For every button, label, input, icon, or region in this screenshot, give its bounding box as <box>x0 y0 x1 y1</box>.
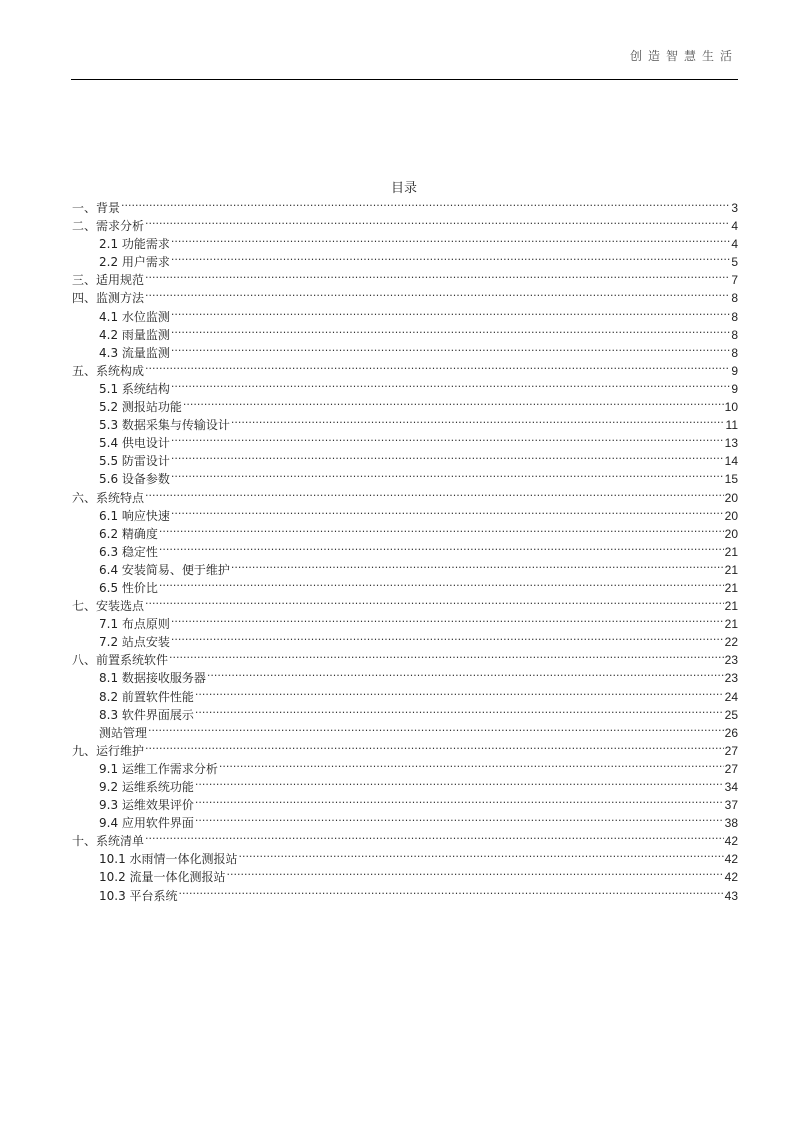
toc-entry-page-number: 42 <box>724 852 738 867</box>
toc-entry-label: 2.2 用户需求 <box>99 255 170 270</box>
toc-section-entry[interactable] <box>72 574 738 595</box>
toc-entry-page-number: 20 <box>724 508 738 523</box>
toc-section-entry[interactable] <box>72 664 738 686</box>
dot-leader <box>239 845 724 863</box>
toc-section-entry[interactable] <box>72 520 738 541</box>
dot-leader <box>169 646 724 664</box>
dot-leader <box>145 484 724 502</box>
dot-leader <box>227 863 724 881</box>
toc-section-entry[interactable] <box>72 628 738 650</box>
toc-entry-page-number: 38 <box>724 816 738 831</box>
toc-section-entry[interactable] <box>72 502 738 523</box>
toc-section-entry[interactable] <box>72 610 738 632</box>
toc-entry-page-number: 27 <box>724 743 738 758</box>
toc-section-entry[interactable] <box>72 339 738 360</box>
toc-entry-label: 7.2 站点安装 <box>99 635 170 650</box>
toc-section-entry[interactable] <box>72 393 738 415</box>
toc-entry-label: 9.2 运维系统功能 <box>99 780 194 794</box>
toc-entry-page-number: 8 <box>731 345 738 360</box>
toc-entry-page-number: 5 <box>731 255 738 270</box>
toc-entry-label: 5.1 系统结构 <box>99 381 170 396</box>
toc-entry-page-number: 3 <box>731 201 738 215</box>
toc-entry-page-number: 20 <box>724 526 738 541</box>
toc-entry-label: 4.2 雨量监测 <box>99 327 170 342</box>
toc-section-entry[interactable] <box>72 321 738 342</box>
dot-leader <box>121 194 730 212</box>
toc-section-entry[interactable] <box>72 447 738 469</box>
toc-entry-page-number: 7 <box>731 273 738 288</box>
toc-entry-label: 七、安装选点 <box>72 599 145 614</box>
toc-entry-label: 6.1 响应快速 <box>99 508 170 523</box>
toc-chapter-entry[interactable] <box>72 284 738 306</box>
toc-entry-page-number: 26 <box>724 725 738 740</box>
dot-leader <box>195 701 724 719</box>
dot-leader <box>195 773 724 791</box>
toc-entry-page-number: 21 <box>724 617 738 632</box>
toc-section-entry[interactable] <box>72 845 738 867</box>
dot-leader <box>145 737 724 755</box>
toc-entry-label: 6.4 安装简易、便于维护 <box>99 562 230 577</box>
toc-entry-page-number: 22 <box>724 635 738 650</box>
toc-entry-page-number: 8 <box>731 327 738 342</box>
dot-leader <box>145 284 730 302</box>
dot-leader <box>145 357 730 375</box>
toc-entry-label: 九、运行维护 <box>72 743 145 758</box>
dot-leader <box>171 465 724 483</box>
dot-leader <box>148 719 724 737</box>
toc-entry-page-number: 37 <box>724 798 738 813</box>
toc-entry-label: 5.3 数据采集与传输设计 <box>99 418 230 433</box>
toc-entry-page-number: 21 <box>724 562 738 577</box>
toc-entry-label: 10.2 流量一体化测报站 <box>99 870 226 885</box>
toc-section-entry[interactable] <box>72 303 738 324</box>
toc-entry-page-number: 4 <box>731 237 738 252</box>
toc-entry-page-number: 21 <box>724 544 738 559</box>
dot-leader <box>195 683 724 701</box>
dot-leader <box>159 520 724 538</box>
toc-entry-label: 二、需求分析 <box>72 219 145 234</box>
dot-leader <box>171 303 730 321</box>
dot-leader <box>231 411 725 429</box>
toc-entry-page-number: 9 <box>731 381 738 396</box>
toc-entry-label: 测站管理 <box>99 725 148 740</box>
toc-entry-label: 5.4 供电设计 <box>99 436 170 451</box>
toc-chapter-entry[interactable] <box>72 592 738 614</box>
toc-entry-label: 6.3 稳定性 <box>99 544 158 559</box>
dot-leader <box>145 266 730 284</box>
toc-entry-label: 5.2 测报站功能 <box>99 400 182 415</box>
toc-entry-label: 4.3 流量监测 <box>99 345 170 360</box>
toc-entry-label: 9.1 运维工作需求分析 <box>99 761 218 776</box>
table-of-contents <box>72 194 738 903</box>
toc-entry-label: 八、前置系统软件 <box>72 653 169 668</box>
header-divider <box>71 79 738 80</box>
dot-leader <box>145 592 724 610</box>
dot-leader <box>145 212 730 230</box>
toc-entry-page-number: 42 <box>724 870 738 885</box>
toc-section-entry[interactable] <box>72 248 738 270</box>
dot-leader <box>171 610 724 628</box>
toc-entry-label: 四、监测方法 <box>72 291 145 306</box>
dot-leader <box>171 447 724 465</box>
toc-entry-page-number: 14 <box>724 454 738 469</box>
dot-leader <box>171 321 730 339</box>
toc-entry-page-number: 10 <box>724 400 738 415</box>
toc-entry-page-number: 24 <box>724 689 738 704</box>
toc-entry-label: 8.1 数据接收服务器 <box>99 671 206 686</box>
dot-leader <box>159 574 724 592</box>
toc-entry-page-number: 25 <box>724 707 738 722</box>
dot-leader <box>171 628 724 646</box>
toc-chapter-entry[interactable] <box>72 646 738 668</box>
dot-leader <box>171 248 730 266</box>
toc-entry-label: 一、背景 <box>72 201 121 215</box>
toc-entry-page-number: 21 <box>724 599 738 614</box>
toc-entry-label: 6.2 精确度 <box>99 526 158 541</box>
toc-entry-page-number: 23 <box>724 653 738 668</box>
toc-section-entry[interactable] <box>72 230 738 252</box>
toc-chapter-entry[interactable] <box>72 827 738 849</box>
toc-section-entry[interactable] <box>72 465 738 487</box>
toc-entry-page-number: 23 <box>724 671 738 686</box>
toc-chapter-entry[interactable] <box>72 194 738 215</box>
toc-entry-page-number: 27 <box>724 761 738 776</box>
toc-entry-page-number: 13 <box>724 436 738 451</box>
toc-section-entry[interactable] <box>72 719 738 740</box>
toc-entry-label: 6.5 性价比 <box>99 580 158 595</box>
toc-section-entry[interactable] <box>72 755 738 776</box>
dot-leader <box>179 882 724 900</box>
toc-entry-page-number: 15 <box>724 472 738 487</box>
toc-entry-label: 9.3 运维效果评价 <box>99 798 194 813</box>
dot-leader <box>171 502 724 520</box>
toc-entry-label: 10.1 水雨情一体化测报站 <box>99 852 238 867</box>
toc-section-entry[interactable] <box>72 375 738 396</box>
toc-entry-page-number: 8 <box>731 309 738 324</box>
toc-section-entry[interactable] <box>72 538 738 559</box>
dot-leader <box>171 429 724 447</box>
toc-entry-page-number: 9 <box>731 363 738 378</box>
dot-leader <box>183 393 724 411</box>
dot-leader <box>171 339 730 357</box>
dot-leader <box>195 809 724 827</box>
toc-entry-page-number: 21 <box>724 580 738 595</box>
toc-chapter-entry[interactable] <box>72 484 738 505</box>
toc-entry-page-number: 34 <box>724 780 738 794</box>
dot-leader <box>171 375 730 393</box>
toc-entry-page-number: 4 <box>731 219 738 234</box>
dot-leader <box>219 755 724 773</box>
dot-leader <box>171 230 730 248</box>
toc-entry-label: 9.4 应用软件界面 <box>99 816 194 831</box>
toc-entry-label: 8.2 前置软件性能 <box>99 689 194 704</box>
toc-chapter-entry[interactable] <box>72 737 738 758</box>
toc-entry-label: 4.1 水位监测 <box>99 309 170 324</box>
toc-entry-label: 2.1 功能需求 <box>99 237 170 252</box>
toc-section-entry[interactable] <box>72 556 738 577</box>
toc-entry-label: 六、系统特点 <box>72 490 145 505</box>
toc-chapter-entry[interactable] <box>72 266 738 288</box>
toc-entry-label: 三、适用规范 <box>72 273 145 288</box>
toc-entry-label: 5.6 设备参数 <box>99 472 170 487</box>
toc-entry-label: 十、系统清单 <box>72 834 145 849</box>
dot-leader <box>145 827 724 845</box>
dot-leader <box>231 556 724 574</box>
toc-entry-label: 5.5 防雷设计 <box>99 454 170 469</box>
toc-entry-page-number: 11 <box>725 418 738 433</box>
dot-leader <box>207 664 724 682</box>
toc-entry-label: 7.1 布点原则 <box>99 617 170 632</box>
toc-entry-page-number: 43 <box>724 888 738 903</box>
toc-chapter-entry[interactable] <box>72 357 738 378</box>
header-slogan: 创造智慧生活 <box>629 49 738 63</box>
toc-entry-page-number: 42 <box>724 834 738 849</box>
dot-leader <box>159 538 724 556</box>
dot-leader <box>195 791 724 809</box>
toc-entry-page-number: 20 <box>724 490 738 505</box>
toc-section-entry[interactable] <box>72 429 738 451</box>
toc-entry-label: 五、系统构成 <box>72 363 145 378</box>
toc-title: 目录 <box>390 181 417 196</box>
toc-entry-page-number: 8 <box>731 291 738 306</box>
toc-entry-label: 10.3 平台系统 <box>99 888 178 903</box>
toc-entry-label: 8.3 软件界面展示 <box>99 707 194 722</box>
toc-chapter-entry[interactable] <box>72 212 738 234</box>
